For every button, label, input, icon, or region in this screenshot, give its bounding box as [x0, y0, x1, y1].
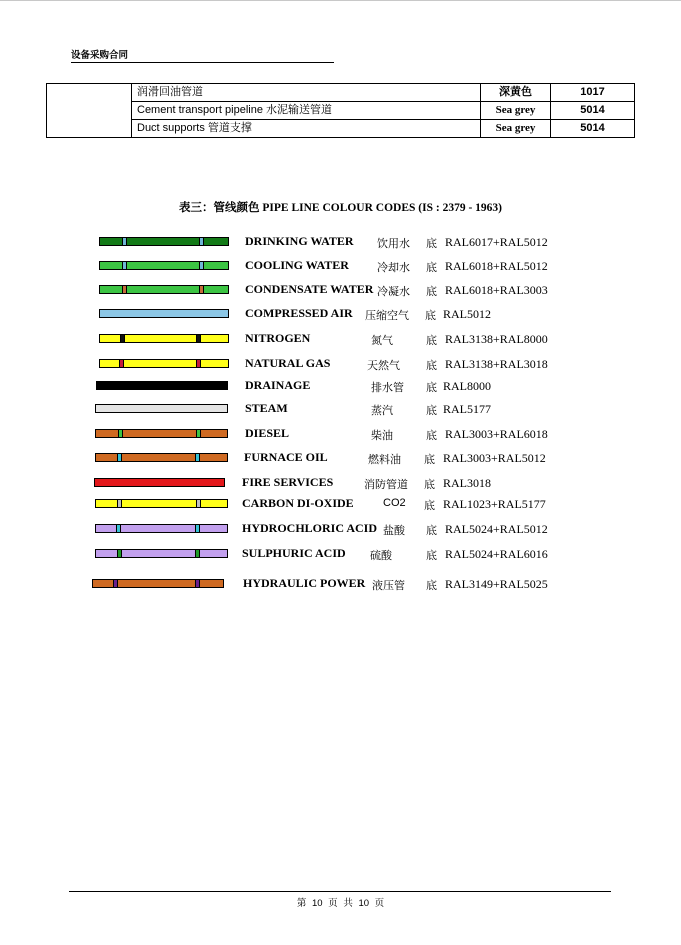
- pipe-identification-band: [119, 359, 124, 368]
- pipe-row: [0, 545, 681, 561]
- pipe-colour-swatch: [99, 285, 229, 294]
- spec-table: [46, 83, 635, 138]
- section-title: 表三：管线颜色 PIPE LINE COLOUR CODES (IS : 2379 - 1963): [179, 202, 502, 214]
- pipe-base-label: 底: [424, 500, 435, 512]
- document-header: 设备采购合同: [71, 50, 334, 63]
- pipe-ral-code: RAL6018+RAL5012: [445, 259, 548, 273]
- table-cell-description: Duct supports 管道支撑: [132, 120, 481, 138]
- pipe-name-cn: 蒸汽: [371, 405, 393, 417]
- pipe-colour-swatch: [99, 359, 229, 368]
- pipe-ral-code: RAL3149+RAL5025: [445, 577, 548, 591]
- pipe-base-label: 底: [426, 580, 437, 592]
- pipe-name-en: CONDENSATE WATER: [245, 282, 374, 296]
- pipe-base-label: 底: [426, 262, 437, 274]
- table-row: [47, 120, 635, 138]
- pipe-name-cn: 消防管道: [364, 479, 408, 491]
- pipe-identification-band: [116, 524, 121, 533]
- pipe-identification-band: [199, 237, 204, 246]
- pipe-colour-swatch: [92, 579, 224, 588]
- pipe-colour-swatch: [99, 237, 229, 246]
- pipe-name-cn: 冷凝水: [377, 286, 410, 298]
- pipe-colour-swatch: [94, 478, 225, 487]
- pipe-ral-code: RAL5177: [443, 402, 491, 416]
- pipe-identification-band: [196, 359, 201, 368]
- pipe-colour-swatch: [95, 524, 228, 533]
- pipe-base-label: 底: [426, 382, 437, 394]
- pipe-ral-code: RAL3003+RAL5012: [443, 451, 546, 465]
- pipe-identification-band: [117, 499, 122, 508]
- pipe-row: [0, 257, 681, 273]
- pipe-colour-swatch: [95, 549, 228, 558]
- pipe-name-en: DRAINAGE: [245, 378, 311, 392]
- pipe-name-en: FURNACE OIL: [244, 450, 328, 464]
- pipe-name-cn: 冷却水: [377, 262, 410, 274]
- pipe-name-cn: 排水管: [371, 382, 404, 394]
- pipe-identification-band: [117, 549, 122, 558]
- pipe-name-en: NITROGEN: [245, 331, 311, 345]
- pipe-identification-band: [117, 453, 122, 462]
- page-top-border: [0, 0, 681, 1]
- pipe-base-label: 底: [426, 430, 437, 442]
- pipe-base-label: 底: [426, 525, 437, 537]
- pipe-name-en: NATURAL GAS: [245, 356, 331, 370]
- pipe-colour-swatch: [99, 334, 229, 343]
- pipe-identification-band: [196, 429, 201, 438]
- pipe-base-label: 底: [426, 360, 437, 372]
- pipe-name-cn: CO2: [383, 497, 406, 509]
- pipe-ral-code: RAL3018: [443, 476, 491, 490]
- pipe-ral-code: RAL5024+RAL6016: [445, 547, 548, 561]
- pipe-name-cn: 天然气: [367, 360, 400, 372]
- pipe-ral-code: RAL6018+RAL3003: [445, 283, 548, 297]
- pipe-name-en: DRINKING WATER: [245, 234, 354, 248]
- pipe-row: [0, 330, 681, 346]
- pipe-name-en: COMPRESSED AIR: [245, 306, 353, 320]
- pipe-base-label: 底: [426, 405, 437, 417]
- pipe-name-cn: 柴油: [371, 430, 393, 442]
- pipe-identification-band: [195, 549, 200, 558]
- pipe-row: [0, 355, 681, 371]
- table-cell-code: 5014: [551, 120, 635, 138]
- table-cell-description: 润滑回油管道: [132, 84, 481, 102]
- pipe-identification-band: [199, 261, 204, 270]
- table-cell-code: 5014: [551, 102, 635, 120]
- pipe-identification-band: [120, 334, 125, 343]
- pipe-name-en: COOLING WATER: [245, 258, 349, 272]
- table-cell-color: Sea grey: [481, 102, 551, 120]
- pipe-name-en: SULPHURIC ACID: [242, 546, 346, 560]
- pipe-base-label: 底: [426, 335, 437, 347]
- pipe-identification-band: [118, 429, 123, 438]
- pipe-ral-code: RAL1023+RAL5177: [443, 497, 546, 511]
- pipe-ral-code: RAL3138+RAL8000: [445, 332, 548, 346]
- pipe-colour-swatch: [95, 453, 228, 462]
- pipe-name-cn: 氮气: [371, 335, 393, 347]
- page-number: 第 10 页 共 10 页: [296, 898, 385, 909]
- pipe-row: [0, 495, 681, 511]
- pipe-name-en: HYDRAULIC POWER: [243, 576, 366, 590]
- pipe-name-en: STEAM: [245, 401, 288, 415]
- pipe-name-en: HYDROCHLORIC ACID: [242, 521, 378, 535]
- pipe-row: [0, 575, 681, 591]
- pipe-identification-band: [196, 499, 201, 508]
- pipe-name-en: FIRE SERVICES: [242, 475, 334, 489]
- pipe-row: [0, 474, 681, 490]
- pipe-name-en: CARBON DI-OXIDE: [242, 496, 354, 510]
- pipe-colour-swatch: [96, 381, 228, 390]
- pipe-colour-swatch: [99, 309, 229, 318]
- pipe-row: [0, 425, 681, 441]
- pipe-identification-band: [122, 285, 127, 294]
- pipe-name-cn: 盐酸: [383, 525, 405, 537]
- pipe-row: [0, 281, 681, 297]
- pipe-row: [0, 520, 681, 536]
- pipe-ral-code: RAL6017+RAL5012: [445, 235, 548, 249]
- pipe-colour-swatch: [99, 261, 229, 270]
- pipe-base-label: 底: [426, 550, 437, 562]
- pipe-base-label: 底: [426, 286, 437, 298]
- pipe-row: [0, 377, 681, 393]
- pipe-colour-swatch: [95, 404, 228, 413]
- pipe-name-cn: 压缩空气: [365, 310, 409, 322]
- pipe-row: [0, 233, 681, 249]
- pipe-base-label: 底: [424, 454, 435, 466]
- table-cell-code: 1017: [551, 84, 635, 102]
- pipe-base-label: 底: [425, 310, 436, 322]
- pipe-ral-code: RAL3138+RAL3018: [445, 357, 548, 371]
- pipe-ral-code: RAL3003+RAL6018: [445, 427, 548, 441]
- pipe-identification-band: [195, 579, 200, 588]
- pipe-ral-code: RAL8000: [443, 379, 491, 393]
- table-cell-description: Cement transport pipeline 水泥输送管道: [132, 102, 481, 120]
- pipe-colour-swatch: [95, 499, 228, 508]
- pipe-colour-swatch: [95, 429, 228, 438]
- pipe-identification-band: [195, 524, 200, 533]
- table-row: [47, 84, 635, 102]
- pipe-name-cn: 液压管: [372, 580, 405, 592]
- pipe-row: [0, 400, 681, 416]
- pipe-identification-band: [199, 285, 204, 294]
- pipe-base-label: 底: [426, 238, 437, 250]
- pipe-identification-band: [122, 237, 127, 246]
- table-cell-color: Sea grey: [481, 120, 551, 138]
- pipe-name-cn: 燃料油: [368, 454, 401, 466]
- pipe-identification-band: [195, 453, 200, 462]
- pipe-identification-band: [196, 334, 201, 343]
- pipe-ral-code: RAL5012: [443, 307, 491, 321]
- pipe-base-label: 底: [424, 479, 435, 491]
- table-cell-blank: [47, 84, 132, 138]
- pipe-name-cn: 硫酸: [370, 550, 392, 562]
- pipe-identification-band: [113, 579, 118, 588]
- pipe-name-cn: 饮用水: [377, 238, 410, 250]
- pipe-row: [0, 449, 681, 465]
- pipe-ral-code: RAL5024+RAL5012: [445, 522, 548, 536]
- table-row: [47, 102, 635, 120]
- footer-divider: [69, 891, 611, 892]
- pipe-row: [0, 305, 681, 321]
- pipe-identification-band: [122, 261, 127, 270]
- table-cell-color: 深黄色: [481, 84, 551, 102]
- pipe-name-en: DIESEL: [245, 426, 290, 440]
